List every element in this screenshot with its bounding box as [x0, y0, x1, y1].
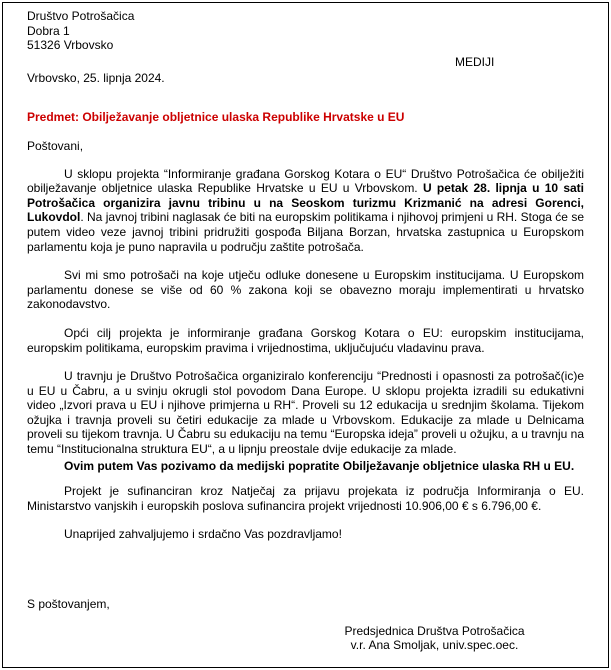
- paragraph-project-goal: Opći cilj projekta je informiranje građana Gorskog Kotara o EU: europskim institucijama, europskim politikama, europskim pravima i vrijednostima, uključujuću vladavinu prava.: [27, 325, 584, 355]
- dateline: Vrbovsko, 25. lipnja 2024.: [27, 70, 165, 85]
- paragraph-event-followup: . Na javnoj tribini naglasak će biti na europskim politikama i njihovoj primjeni u RH. Stoga će se putem video veze javnoj tribini pridružiti gospođa Biljana Borzan, hrvatska zastupnica u Europskom parlamentu koja je puno napravila u području zaštite potrošača.: [27, 210, 584, 254]
- salutation: Poštovani,: [27, 138, 84, 153]
- closing-salutation: S poštovanjem,: [27, 597, 110, 612]
- paragraph-thanks: Unaprijed zahvaljujemo i srdačno Vas pozdravljamo!: [64, 527, 342, 542]
- sender-address: [27, 9, 584, 53]
- paragraph-event-intro: U sklopu projekta “Informiranje građana Gorskog Kotara o EU“ Društvo Potrošačica će obilježiti obilježavanje obljetnice ulaska Republike Hrvatske u EU u Vrbovskom.: [27, 166, 584, 196]
- paragraph-consumers: Svi mi smo potrošači na koje utječu odluke donesene u Europskim institucijama. U Europskom parlamentu donese se više od 60 % zakona koji se obavezno moraju implementirati u hrvatsko zakonodavstvo.: [27, 268, 584, 312]
- letter-page: [2, 2, 609, 668]
- recipient-label: MEDIJI: [455, 55, 495, 69]
- signature-title: Predsjednica Društva Potrošačica: [344, 623, 525, 638]
- signature-name: v.r. Ana Smoljak, univ.spec.oec.: [350, 638, 519, 653]
- paragraph-activities: U travnju je Društvo Potrošačica organiziralo konferenciju “Prednosti i opasnosti za potrošač(ic)e u EU u Čabru, a u svinju okrugli stol povodom Dana Europe. U sklopu projekta izradili su edukativni video „Izvori prava u EU i njihove primjerna u RH“. Proveli su 12 edukacija u srednjim školama. Tijekom ožujka i travnja proveli su četiri edukacije za mlade u Vrbovskom. Edukacije za mlade u Delnicama proveli su tijekom travnja. U Čabru su edukaciju na temu “Europska ideja” proveli u ožujku, a u travnju na temu “Institucionalna struktura EU“, a u lipnju preostale dvije edukacije za mlade.: [27, 369, 584, 457]
- paragraph-event-announcement: [27, 167, 584, 255]
- sender-name: Društvo Potrošačica: [27, 9, 135, 23]
- sender-street: Dobra 1: [27, 23, 70, 38]
- signature-block: [312, 624, 557, 653]
- paragraph-media-invitation: Ovim putem Vas pozivamo da medijski popratite Obilježavanje obljetnice ulaska RH u EU.: [64, 458, 575, 473]
- paragraph-funding: Projekt je sufinanciran kroz Natječaj za prijavu projekata iz područja Informiranja o EU. Ministarstvo vanjskih i europskih poslova sufinancira projekt vrijednosti 10.906,00 € s 6.796,00 €.: [27, 484, 584, 513]
- sender-city: 51326 Vrbovsko: [27, 38, 114, 53]
- paragraph-event-details-bold: U petak 28. lipnja u 10 sati Potrošačica organizira javnu tribinu u na Seoskom turizmu Krizmanić na adresi Gorenci, Lukovdol: [27, 181, 585, 225]
- subject-line: Predmet: Obilježavanje obljetnice ulaska Republike Hrvatske u EU: [27, 110, 405, 125]
